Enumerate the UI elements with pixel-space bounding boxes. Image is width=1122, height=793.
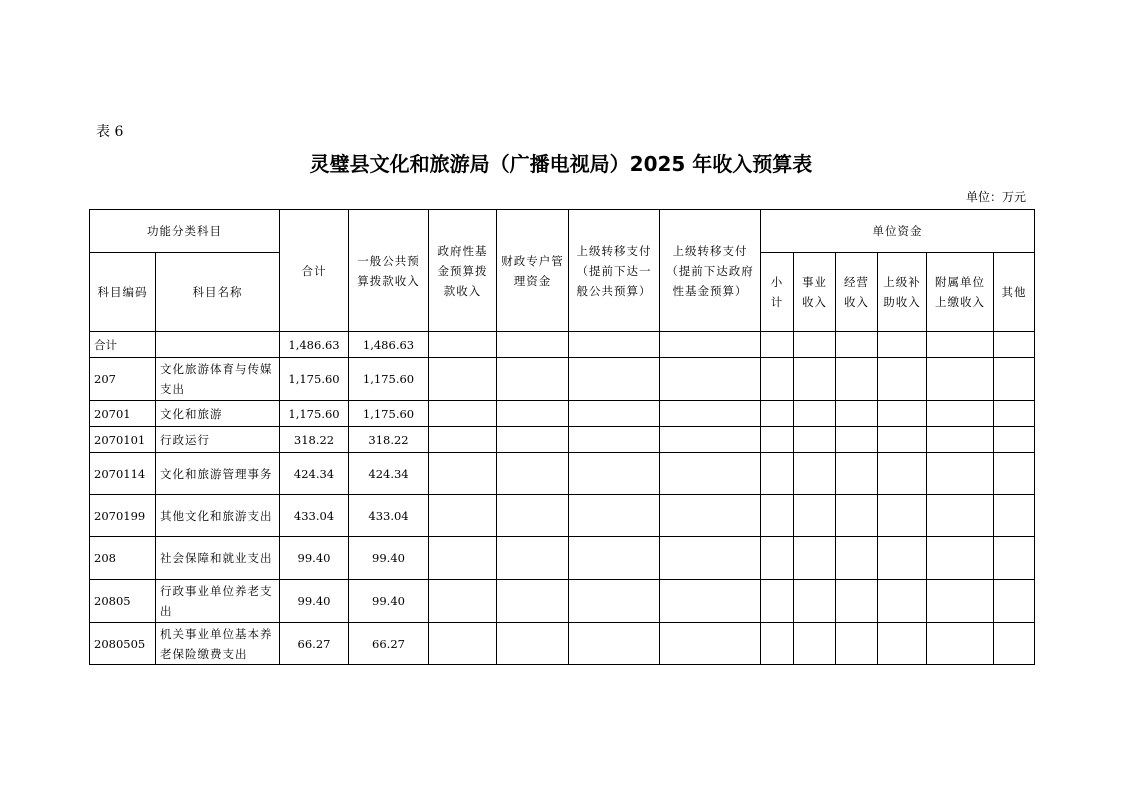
row-total: 99.40 — [280, 537, 349, 580]
row-code: 2070199 — [90, 495, 156, 537]
row-general: 99.40 — [349, 537, 429, 580]
header-transfer-fund: 上级转移支付（提前下达政府性基金预算） — [660, 210, 761, 332]
row-total: 433.04 — [280, 495, 349, 537]
row-code: 2080505 — [90, 623, 156, 665]
row-name: 社会保障和就业支出 — [156, 537, 280, 580]
header-business: 事业收入 — [794, 253, 836, 332]
table-row — [90, 453, 1035, 495]
row-code: 20701 — [90, 401, 156, 427]
row-name: 文化和旅游 — [156, 401, 280, 427]
row-general: 433.04 — [349, 495, 429, 537]
unit-note: 单位：万元 — [965, 190, 1026, 204]
table-row — [90, 401, 1035, 427]
row-code: 208 — [90, 537, 156, 580]
row-code: 2070114 — [90, 453, 156, 495]
row-general: 1,175.60 — [349, 401, 429, 427]
header-operating: 经营收入 — [836, 253, 878, 332]
header-other: 其他 — [994, 253, 1035, 332]
row-code: 2070101 — [90, 427, 156, 453]
row-total: 1,486.63 — [280, 332, 349, 358]
row-total: 318.22 — [280, 427, 349, 453]
row-general: 318.22 — [349, 427, 429, 453]
header-code: 科目编码 — [90, 253, 156, 332]
table-row — [90, 427, 1035, 453]
row-general: 66.27 — [349, 623, 429, 665]
budget-table — [89, 209, 1035, 665]
row-general: 1,486.63 — [349, 332, 429, 358]
header-func-group: 功能分类科目 — [90, 210, 280, 253]
table-row — [90, 537, 1035, 580]
row-name: 行政运行 — [156, 427, 280, 453]
row-total: 66.27 — [280, 623, 349, 665]
row-general: 1,175.60 — [349, 358, 429, 401]
table-row — [90, 332, 1035, 358]
row-total: 1,175.60 — [280, 401, 349, 427]
row-code: 20805 — [90, 580, 156, 623]
header-special-fund: 财政专户管理资金 — [497, 210, 569, 332]
row-total: 424.34 — [280, 453, 349, 495]
header-unit-funds: 单位资金 — [761, 210, 1035, 253]
page-title: 灵璧县文化和旅游局（广播电视局）2025 年收入预算表 — [309, 152, 813, 176]
row-name: 其他文化和旅游支出 — [156, 495, 280, 537]
header-total: 合计 — [280, 210, 349, 332]
row-name: 文化和旅游管理事务 — [156, 453, 280, 495]
header-gov-fund: 政府性基金预算拨款收入 — [429, 210, 497, 332]
row-name — [156, 332, 280, 358]
table-row — [90, 495, 1035, 537]
header-name: 科目名称 — [156, 253, 280, 332]
table-label: 表 6 — [96, 124, 124, 140]
row-name: 行政事业单位养老支出 — [156, 580, 280, 623]
row-total: 1,175.60 — [280, 358, 349, 401]
row-general: 99.40 — [349, 580, 429, 623]
row-name: 文化旅游体育与传媒支出 — [156, 358, 280, 401]
header-general-budget: 一般公共预算拨款收入 — [349, 210, 429, 332]
row-code: 207 — [90, 358, 156, 401]
header-subtotal: 小计 — [761, 253, 794, 332]
table-row — [90, 358, 1035, 401]
row-total: 99.40 — [280, 580, 349, 623]
row-general: 424.34 — [349, 453, 429, 495]
row-name: 机关事业单位基本养老保险缴费支出 — [156, 623, 280, 665]
row-code: 合计 — [90, 332, 156, 358]
header-affiliated: 附属单位上缴收入 — [927, 253, 994, 332]
header-subsidy: 上级补助收入 — [878, 253, 927, 332]
header-transfer-general: 上级转移支付（提前下达一般公共预算） — [569, 210, 660, 332]
table-row — [90, 623, 1035, 665]
table-row — [90, 580, 1035, 623]
